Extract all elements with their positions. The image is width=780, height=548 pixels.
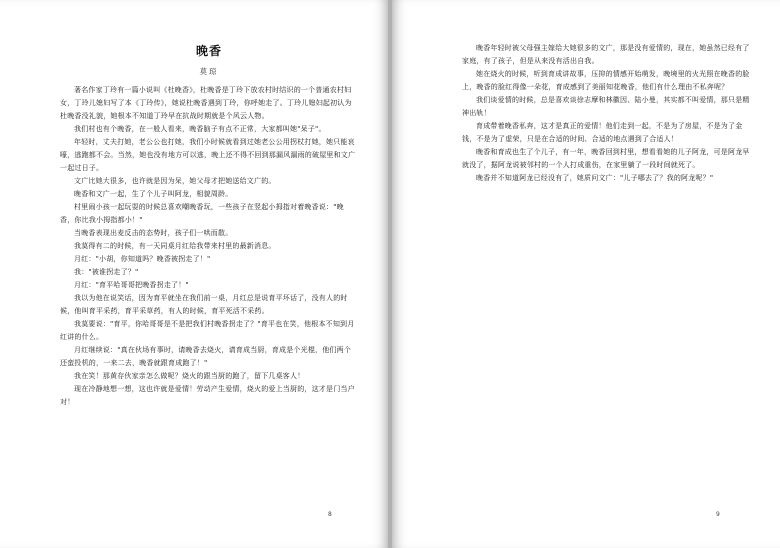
- paragraph: 我以为他在说笑话，因为育平就坐在我们前一桌，月红总是说育平坏话了，没有人的时候，他叫育平采药，育平采草药，有人的时候，育平死活不采药。: [60, 294, 348, 315]
- left-page: [0, 0, 388, 548]
- paragraph: 晚香年轻时被父母强主嫁给大她很多的文广，那是没有爱情的，现在，她虽然已经有了家庭，有了孩子，但是从来没有活出自我。: [462, 44, 750, 65]
- paragraph: 村里闹小孩一起玩耍的时候总喜欢嘲晚香玩，一些孩子在竖起小拇指对着晚香说："晚香，你比我小拇指都小！": [60, 203, 344, 224]
- paragraph: 我莫得有二的时候，有一天同桌月红给我带来村里的最新消息。: [74, 242, 276, 250]
- left-body-text: [60, 84, 358, 409]
- paragraph: 育成带着晚香私奔，这才是真正的爱情！他们走到一起，不是为了房屋，不是为了金钱，不是为了虚荣，只是在合适的时间、合适的地点遇到了合适人！: [462, 122, 743, 143]
- paragraph: 我在笑！那黄存伙家亲怎么做呢？烧火的跟当厨的跑了，留下几桌客人！: [74, 372, 305, 380]
- page-number-right: 9: [716, 511, 720, 518]
- paragraph: 我们谈爱情的时候，总是喜欢谈徐志摩和林徽因、陆小曼，其实都不叫爱情，那只是精神出轨！: [462, 96, 750, 117]
- paragraph: 晚香并不知道阿龙已经没有了，她质问文广："儿子哪去了？我的阿龙呢？": [476, 174, 714, 182]
- essay-author: 莫琼: [199, 67, 219, 76]
- paragraph: 晚香和文广一起，生了个儿子叫阿龙，相貌周龄。: [74, 190, 233, 198]
- paragraph: 年轻时，丈夫打她，老公公也打她，我们小时候就看到过她老公公用拐杖打她，她只能哀嚎，逃跑都不会。当然，她也没有地方可以逃，晚上还不得不回到那漏风漏雨的破屋里和文广一起过日子。: [60, 138, 356, 172]
- page-number-left: 8: [328, 511, 332, 518]
- paragraph: 她在烧火的时候，听到育成讲故事，压抑的情感开始萌发，晚境里的火光照在晚香的脸上，晚香的脸红得像一朵花，育成感到了美丽知花晚香，他们有什么理由不私奔呢？: [462, 70, 750, 91]
- paragraph: 月红继续说："真在伙场有事时，请晚香去烧火，请育成当厨，育成是个光棍，他们两个还蛮投机的，一来二去，晚香就跟育成跑了！": [60, 346, 352, 367]
- right-body-text: [462, 42, 752, 185]
- right-page: [392, 0, 780, 548]
- paragraph: 著名作家丁玲有一篇小说叫《杜晚香》，杜晚香是丁玲下放农村时结识的一个普通农村妇女，丁玲儿媳妇写了本《丁玲传》，她说杜晚香遇到丁玲，你呼她走了。丁玲儿媳妇起初认为杜晚香没礼貌，她根本不知道丁玲早在抗战时期就是个风云人物。: [60, 86, 352, 120]
- paragraph: 文广比她大很多，也许就是因为呆，她父母才把她送给文广的。: [74, 177, 276, 185]
- paragraph: 我莫要说："育平，你哈哥哥是不是把我们村晚香拐走了？"育平也在笑，他根本不知到月红讲的什么。: [60, 320, 355, 341]
- essay-title: 晚香: [195, 44, 222, 58]
- paragraph: 我："被谁拐走了？": [74, 268, 139, 276]
- paragraph: 月红："小胡，你知道吗？晚香被拐走了！": [74, 255, 211, 263]
- paragraph: 现在冷静地想一想，这也许就是爱情！劳动产生爱情，烧火的爱上当厨的，这才是门当户对！: [60, 385, 355, 406]
- paragraph: 我们村也有个晚香，在一般人看来，晚香脑子有点不正常，大家都叫她"呆子"。: [74, 125, 326, 133]
- paragraph: 晚香和育成也生了个儿子，有一年，晚香回到村里，想看看她的儿子阿龙，可是阿龙早就没了，据阿龙说被邻村的一个人打成重伤，在家里躺了一段时间就死了。: [462, 148, 750, 169]
- paragraph: 月红："育平哈哥哥把晚香拐走了！": [74, 281, 189, 289]
- paragraph: 当晚香表现出麦反击的态势时，孩子们一哄而散。: [74, 229, 233, 237]
